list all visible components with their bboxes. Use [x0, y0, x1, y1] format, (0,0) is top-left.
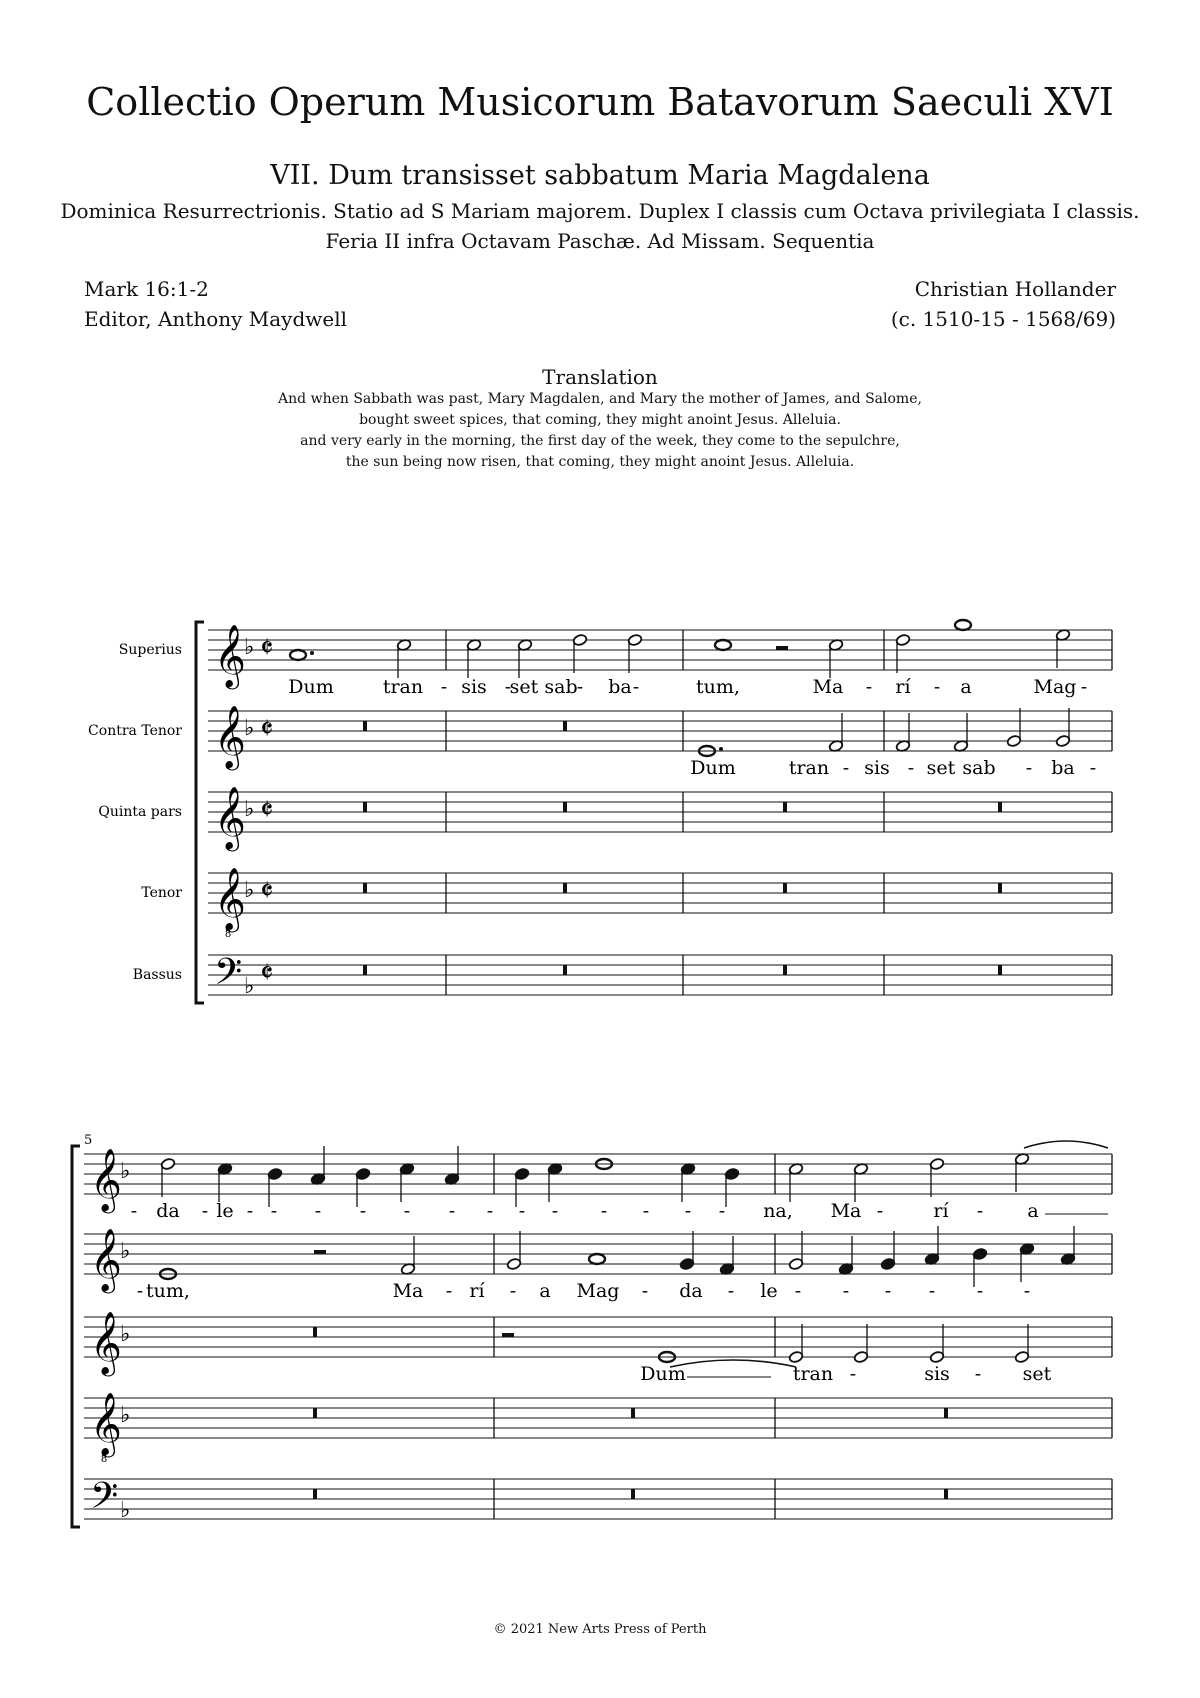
time-signature: 𝄵: [260, 956, 274, 991]
time-signature: 𝄵: [260, 631, 274, 666]
editor-credit: Editor, Anthony Maydwell: [84, 307, 348, 331]
bass-clef: 𝄢: [214, 951, 243, 1002]
lyric-syllable: ba: [1051, 757, 1075, 779]
lyric-syllable: -: [518, 1200, 526, 1222]
flat-key-signature: ♭: [244, 635, 255, 660]
voice-label: Tenor: [141, 885, 182, 901]
lyric-syllable: rí: [895, 676, 911, 698]
lyric-syllable: -: [486, 1200, 494, 1222]
lyric-syllable: tum,: [146, 1280, 190, 1302]
treble-clef: 𝄞: [214, 786, 246, 849]
half-rest: [314, 1250, 326, 1254]
lyric-syllable: tum,: [696, 676, 740, 698]
lyric-syllable: -: [509, 1280, 517, 1302]
lyric-syllable: -: [727, 1280, 735, 1302]
lyric-syllable: -: [842, 1280, 850, 1302]
breve-rest: [363, 802, 367, 812]
lyric-syllable: -: [201, 1200, 209, 1222]
lyric-syllable: -: [876, 1200, 884, 1222]
augmentation-dot: [310, 651, 314, 655]
lyric-syllable: -: [632, 676, 640, 698]
treble-clef: 𝄞: [90, 1311, 122, 1374]
octave-mark: 8: [100, 1454, 108, 1465]
composer-dates: (c. 1510-15 - 1568/69): [890, 307, 1116, 331]
lyric-syllable: ba: [608, 676, 632, 698]
lyric-syllable: da: [679, 1280, 703, 1302]
breve-rest: [998, 883, 1002, 893]
lyric-syllable: -: [600, 1200, 608, 1222]
composer-name: Christian Hollander: [914, 277, 1116, 301]
lyric-syllable: Dum: [690, 757, 736, 779]
lyric-syllable: -: [1089, 757, 1097, 779]
lyric-syllable: a: [539, 1280, 551, 1302]
translation-line: And when Sabbath was past, Mary Magdalen, and Mary the mother of James, and Salome,: [278, 391, 922, 407]
tenor-clef: 𝄞: [214, 867, 246, 930]
lyric-syllable: sab: [544, 676, 578, 698]
whole-note: [955, 620, 971, 630]
tie: [1024, 1141, 1108, 1148]
breve-rest: [783, 802, 787, 812]
augmentation-dot: [719, 747, 723, 751]
translation-line: the sun being now risen, that coming, they might anoint Jesus. Alleluia.: [345, 454, 855, 470]
treble-clef: 𝄞: [90, 1228, 122, 1291]
lyric-syllable: -: [314, 1200, 322, 1222]
breve-rest: [363, 965, 367, 975]
lyric-syllable: -: [448, 1200, 456, 1222]
breve-rest: [631, 1408, 635, 1418]
lyric-syllable: Mag: [576, 1280, 620, 1302]
flat-key-signature: ♭: [244, 974, 255, 999]
bass-clef: 𝄢: [90, 1475, 119, 1526]
voice-label: Quinta pars: [98, 804, 182, 820]
lyric-syllable: da: [156, 1200, 180, 1222]
voice-label: Bassus: [132, 967, 182, 983]
measure-number: 5: [84, 1133, 93, 1148]
treble-clef: 𝄞: [214, 624, 246, 687]
half-rest: [502, 1333, 514, 1337]
lyric-syllable: -: [718, 1200, 726, 1222]
flat-key-signature: ♭: [120, 1403, 131, 1428]
breve-rest: [563, 802, 567, 812]
system-bracket: [196, 622, 204, 1003]
lyric-syllable: Dum: [640, 1363, 686, 1385]
lyric-syllable: set: [1022, 1363, 1052, 1385]
breve-rest: [998, 802, 1002, 812]
occasion-line-2: Feria II infra Octavam Paschæ. Ad Missam. Sequentia: [325, 229, 875, 253]
breve-rest: [313, 1327, 317, 1337]
lyric-syllable: sab: [962, 757, 996, 779]
lyric-syllable: a: [1027, 1200, 1039, 1222]
lyric-syllable: -: [136, 1280, 144, 1302]
breve-rest: [944, 1408, 948, 1418]
occasion-line-1: Dominica Resurrectrionis. Statio ad S Mariam majorem. Duplex I classis cum Octava privilegiata I classis.: [60, 199, 1140, 223]
lyric-syllable: -: [504, 676, 512, 698]
flat-key-signature: ♭: [244, 797, 255, 822]
lyric-syllable: -: [884, 1280, 892, 1302]
lyric-syllable: -: [1025, 757, 1033, 779]
whole-note: [589, 1254, 605, 1264]
whole-note: [715, 640, 731, 650]
flat-key-signature: ♭: [244, 716, 255, 741]
translation-heading: Translation: [542, 365, 658, 389]
piece-title: VII. Dum transisset sabbatum Maria Magdalena: [270, 160, 930, 191]
treble-clef: 𝄞: [90, 1148, 122, 1211]
lyric-syllable: -: [576, 676, 584, 698]
breve-rest: [563, 721, 567, 731]
breve-rest: [563, 965, 567, 975]
flat-key-signature: ♭: [120, 1322, 131, 1347]
lyric-syllable: a: [960, 676, 972, 698]
lyric-syllable: -: [246, 1200, 254, 1222]
lyric-syllable: sis: [864, 757, 890, 779]
breve-rest: [631, 1489, 635, 1499]
lyric-syllable: le: [760, 1280, 778, 1302]
lyric-syllable: sis: [461, 676, 487, 698]
lyric-syllable: -: [642, 1200, 650, 1222]
scripture-source: Mark 16:1-2: [84, 277, 209, 301]
lyric-syllable: -: [1080, 676, 1088, 698]
lyric-syllable: -: [976, 1200, 984, 1222]
lyric-syllable: -: [849, 1363, 857, 1385]
lyric-syllable: -: [270, 1200, 278, 1222]
breve-rest: [313, 1408, 317, 1418]
lyric-syllable: tran: [792, 1363, 834, 1385]
lyric-syllable: Ma: [830, 1200, 862, 1222]
lyric-syllable: rí: [469, 1280, 485, 1302]
lyric-syllable: -: [359, 1200, 367, 1222]
lyric-syllable: -: [974, 1363, 982, 1385]
system-bracket: [72, 1146, 80, 1527]
breve-rest: [944, 1489, 948, 1499]
treble-clef: 𝄞: [214, 705, 246, 768]
lyric-syllable: -: [445, 1280, 453, 1302]
breve-rest: [363, 883, 367, 893]
half-rest: [776, 646, 788, 650]
lyric-syllable: -: [403, 1200, 411, 1222]
lyric-syllable: -: [130, 1200, 138, 1222]
voice-label: Contra Tenor: [88, 723, 182, 739]
translation-line: bought sweet spices, that coming, they might anoint Jesus. Alleluia.: [359, 412, 841, 428]
lyric-syllable: -: [976, 1280, 984, 1302]
lyric-syllable: -: [794, 1280, 802, 1302]
lyric-syllable: Ma: [812, 676, 844, 698]
breve-rest: [563, 883, 567, 893]
lyric-syllable: -: [1023, 1280, 1031, 1302]
flat-key-signature: ♭: [120, 1498, 131, 1523]
time-signature: 𝄵: [260, 712, 274, 747]
lyric-syllable: na,: [763, 1200, 793, 1222]
lyric-syllable: -: [907, 757, 915, 779]
breve-rest: [783, 965, 787, 975]
octave-mark: 8: [224, 929, 232, 940]
lyric-syllable: Dum: [288, 676, 334, 698]
lyric-syllable: sis: [924, 1363, 950, 1385]
dotted-whole-note: [290, 650, 306, 660]
flat-key-signature: ♭: [244, 878, 255, 903]
voice-label: Superius: [118, 642, 182, 658]
flat-key-signature: ♭: [120, 1239, 131, 1264]
tenor-clef: 𝄞: [90, 1392, 122, 1455]
lyric-syllable: tran: [382, 676, 424, 698]
flat-key-signature: ♭: [120, 1159, 131, 1184]
lyric-syllable: -: [928, 1280, 936, 1302]
breve-rest: [313, 1489, 317, 1499]
time-signature: 𝄵: [260, 874, 274, 909]
lyric-syllable: Ma: [392, 1280, 424, 1302]
lyric-syllable: -: [865, 676, 873, 698]
lyric-syllable: set: [926, 757, 956, 779]
breve-rest: [363, 721, 367, 731]
breve-rest: [783, 883, 787, 893]
lyric-syllable: -: [842, 757, 850, 779]
translation-line: and very early in the morning, the first day of the week, they come to the sepulchre,: [300, 433, 900, 449]
lyric-syllable: set: [509, 676, 539, 698]
lyric-syllable: rí: [933, 1200, 949, 1222]
lyric-syllable: le: [216, 1200, 234, 1222]
lyric-syllable: -: [440, 676, 448, 698]
lyric-syllable: tran: [788, 757, 830, 779]
lyric-syllable: -: [551, 1200, 559, 1222]
lyric-syllable: -: [933, 676, 941, 698]
copyright-notice: © 2021 New Arts Press of Perth: [493, 1622, 707, 1637]
lyric-syllable: -: [684, 1200, 692, 1222]
tie: [670, 1360, 796, 1367]
time-signature: 𝄵: [260, 793, 274, 828]
lyric-syllable: -: [641, 1280, 649, 1302]
lyric-syllable: Mag: [1033, 676, 1077, 698]
collection-title: Collectio Operum Musicorum Batavorum Saeculi XVI: [86, 80, 1114, 124]
breve-rest: [998, 965, 1002, 975]
